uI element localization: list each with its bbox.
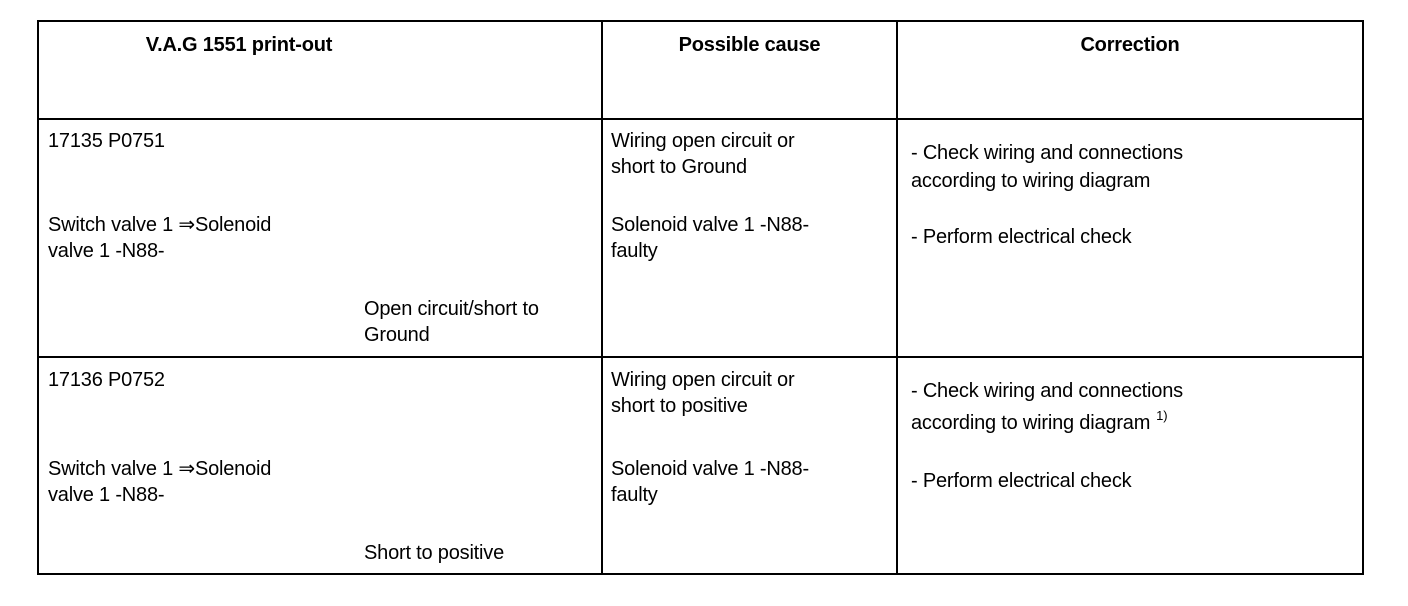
cause-wiring-line1: Wiring open circuit or (611, 369, 795, 391)
row-divider (39, 118, 1362, 120)
column-divider (601, 22, 603, 573)
correction-wiring-line2: according to wiring diagram $^{1)}$ (911, 408, 1168, 434)
row-divider (39, 356, 1362, 358)
header-correction: Correction (1080, 34, 1180, 56)
fault-type-line1: Open circuit/short to (364, 298, 539, 320)
header-possible-cause: Possible cause (678, 34, 821, 56)
correction-wiring-line1: - Check wiring and connections (911, 142, 1183, 164)
column-divider (896, 22, 898, 573)
footnote-marker: 1) (1156, 408, 1168, 423)
correction-electrical-check: - Perform electrical check (911, 226, 1132, 248)
fault-code: 17136 P0752 (48, 369, 165, 391)
cause-wiring-line1: Wiring open circuit or (611, 130, 795, 152)
header-printout: V.A.G 1551 print-out (145, 34, 333, 56)
correction-wiring-line1: - Check wiring and connections (911, 380, 1183, 402)
cause-solenoid-line2: faulty (611, 484, 658, 506)
correction-electrical-check: - Perform electrical check (911, 470, 1132, 492)
cause-solenoid-line2: faulty (611, 240, 658, 262)
component-line2: valve 1 -N88- (48, 240, 165, 262)
fault-type-line2: Ground (364, 324, 430, 346)
cause-wiring-line2: short to Ground (611, 156, 747, 178)
correction-wiring-line2: according to wiring diagram (911, 170, 1151, 192)
cause-solenoid-line1: Solenoid valve 1 -N88- (611, 214, 809, 236)
cause-wiring-line2: short to positive (611, 395, 748, 417)
fault-type-line1: Short to positive (364, 542, 505, 564)
component-line1: Switch valve 1 ⇒Solenoid (48, 458, 272, 480)
cause-solenoid-line1: Solenoid valve 1 -N88- (611, 458, 809, 480)
fault-code: 17135 P0751 (48, 130, 165, 152)
component-line1: Switch valve 1 ⇒Solenoid (48, 214, 272, 236)
fault-table (37, 20, 1364, 575)
component-line2: valve 1 -N88- (48, 484, 165, 506)
